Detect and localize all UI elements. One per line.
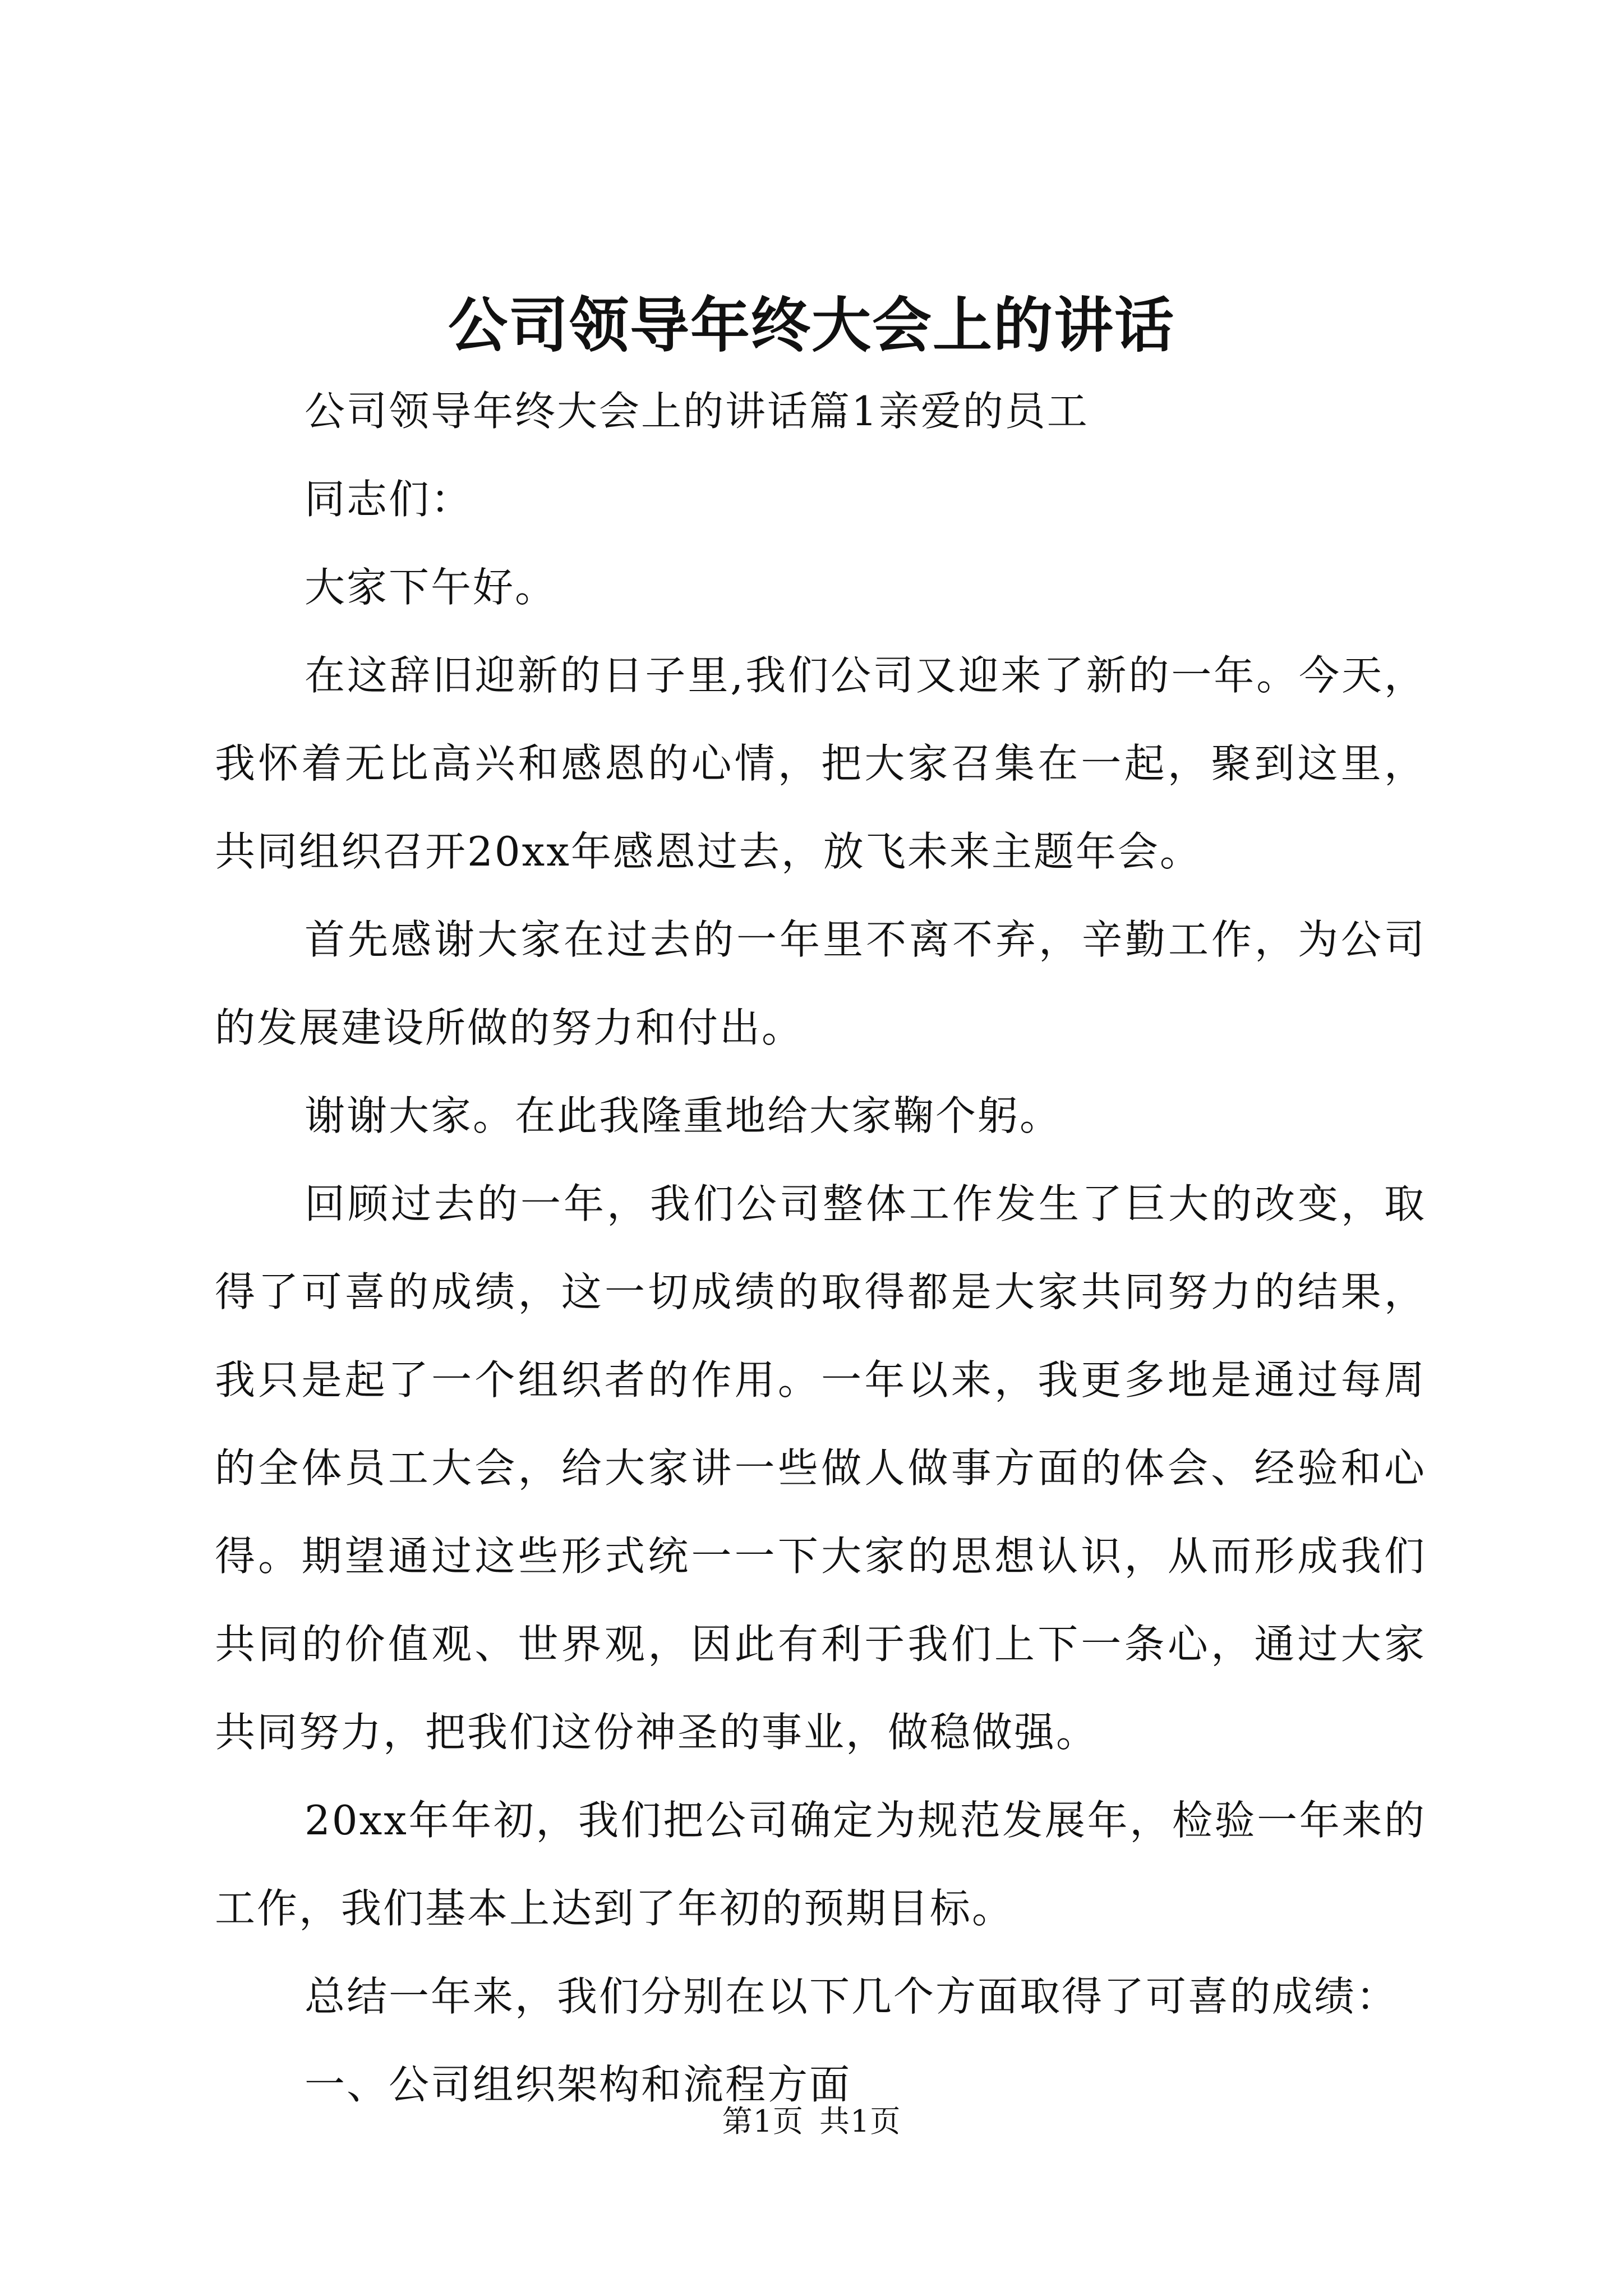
paragraph-10: 一、公司组织架构和流程方面 [305, 2061, 852, 2108]
paragraph-2: 同志们： [305, 476, 473, 523]
paragraph-9: 总结一年来，我们分别在以下几个方面取得了可喜的成绩： [305, 1973, 1399, 2020]
paragraph-1: 公司领导年终大会上的讲话篇1亲爱的员工 [305, 388, 1089, 435]
paragraph-7: 回顾过去的一年，我们公司整体工作发生了巨大的改变，取得了可喜的成绩，这一切成绩的取得都是大家共同努力的结果，我只是起了一个组织者的作用。一年以来，我更多地是通过每周的全体员工大会，给大家讲一些做人做事方面的体会、经验和心得。期望通过这些形式统一一下大家的思想认识，从而形成我们共同的价值观、世界观，因此有利于我们上下一条心，通过大家共同努力，把我们这份神圣的事业，做稳做强。 [215, 1180, 1426, 1756]
paragraph-4: 在这辞旧迎新的日子里,我们公司又迎来了新的一年。今天，我怀着无比高兴和感恩的心情，把大家召集在一起，聚到这里，共同组织召开20xx年感恩过去，放飞未来主题年会。 [215, 652, 1426, 875]
page-number: 第1页 [722, 2104, 804, 2139]
document-title: 公司领导年终大会上的讲话 [448, 290, 1175, 360]
page-total: 共1页 [819, 2104, 901, 2139]
document-body [215, 367, 1426, 2129]
paragraph-6: 谢谢大家。在此我隆重地给大家鞠个躬。 [305, 1092, 1062, 1139]
paragraph-3: 大家下午好。 [305, 564, 557, 611]
paragraph-8: 20xx年年初，我们把公司确定为规范发展年，检验一年来的工作，我们基本上达到了年初的预期目标。 [215, 1797, 1426, 1932]
page-footer [0, 2099, 1623, 2144]
paragraph-5: 首先感谢大家在过去的一年里不离不弃，辛勤工作，为公司的发展建设所做的努力和付出。 [215, 916, 1426, 1051]
